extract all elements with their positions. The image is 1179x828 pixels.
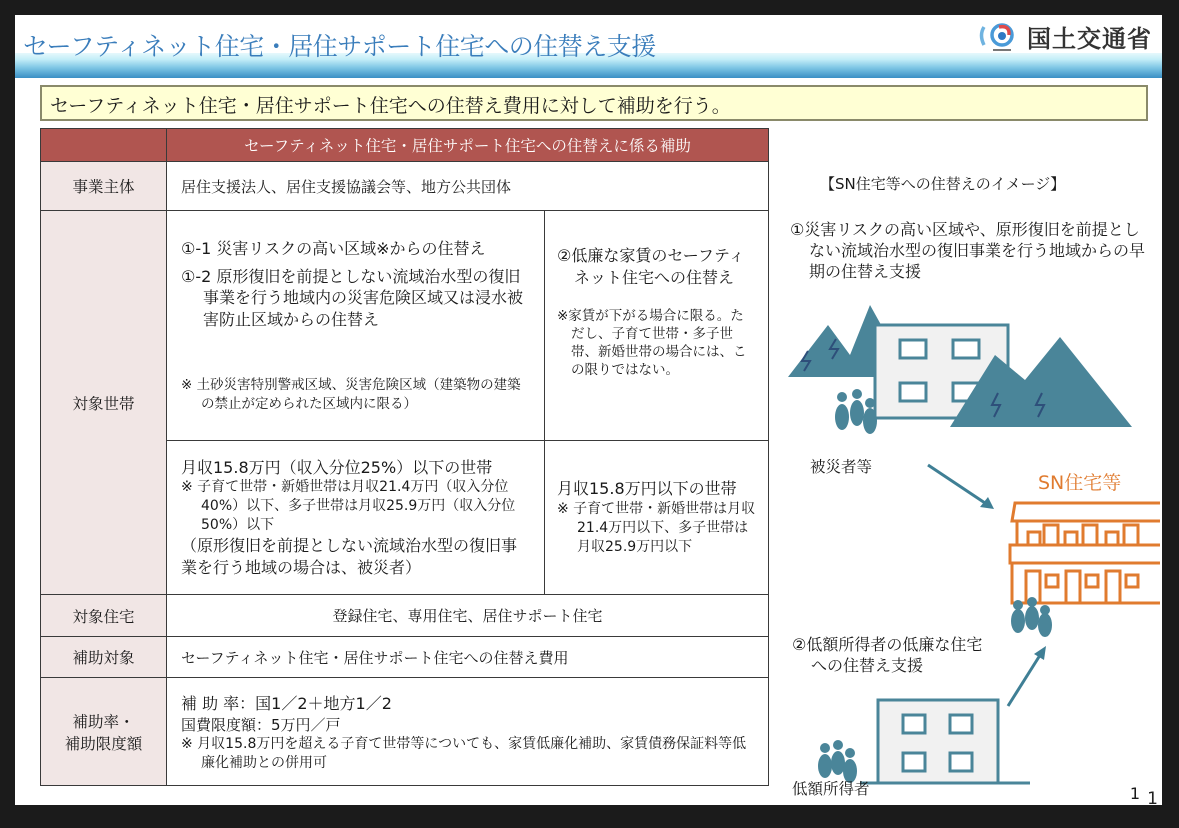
victims-label: 被災者等 bbox=[810, 458, 873, 476]
image-panel-title: 【SN住宅等への住替えのイメージ】 bbox=[820, 175, 1066, 193]
income-main: 月収15.8万円（収入分位25%）以下の世帯 bbox=[181, 457, 493, 477]
table-row-target-households-top bbox=[41, 211, 769, 441]
row-label: 対象世帯 bbox=[41, 211, 167, 595]
row-value: セーフティネット住宅・居住サポート住宅への住替え費用 bbox=[167, 637, 769, 678]
arrow-icon bbox=[928, 465, 994, 509]
table-row-subsidy-target bbox=[41, 637, 769, 678]
subsidy-limit: 国費限度額：5万円／戸 bbox=[181, 715, 341, 734]
income-main: 月収15.8万円以下の世帯 bbox=[557, 479, 737, 499]
table-row-subsidy-rate bbox=[41, 678, 769, 786]
page-number-overlay: 1 bbox=[1147, 789, 1158, 809]
caption-low-income-line1: ②低額所得者の低廉な住宅 bbox=[792, 635, 983, 654]
row-label-line2: 補助限度額 bbox=[64, 734, 143, 753]
eligibility-lowrent-cell bbox=[545, 211, 769, 441]
eligibility-disaster-cell bbox=[167, 211, 545, 441]
family-icon bbox=[835, 389, 877, 434]
item-1-1: ①-1 災害リスクの高い区域※からの住替え bbox=[181, 239, 486, 259]
caption-low-income-line2: への住替え支援 bbox=[811, 655, 924, 675]
income-note: ※ 子育て世帯・新婚世帯は月収21.4万円以下、多子世帯は月収25.9万円以下 bbox=[557, 500, 756, 555]
income-extra: （原形復旧を前提としない流域治水型の復旧事業を行う地域の場合は、被災者） bbox=[181, 536, 518, 577]
footnote: ※家賃が下がる場合に限る。ただし、子育て世帯・多子世帯、新婚世帯の場合には、この限りではない。 bbox=[557, 307, 747, 379]
image-panel bbox=[780, 165, 1160, 805]
item-2: ②低廉な家賃のセーフティネット住宅への住替え bbox=[557, 246, 745, 288]
mlit-logo-icon bbox=[977, 21, 1021, 53]
income-note: ※ 子育て世帯・新婚世帯は月収21.4万円（収入分位40%）以下、多子世帯は月収25.9万円（収入分位50%）以下 bbox=[181, 479, 516, 534]
footnote: ※ 土砂災害特別警戒区域、災害危険区域（建築物の建築の禁止が定められた区域内に限る） bbox=[181, 377, 521, 412]
table-header-title: セーフティネット住宅・居住サポート住宅への住替えに係る補助 bbox=[167, 129, 769, 162]
row-label: 対象住宅 bbox=[41, 595, 167, 637]
table-row-target-housing bbox=[41, 595, 769, 637]
page-title: セーフティネット住宅・居住サポート住宅への住替え支援 bbox=[23, 32, 656, 61]
ministry-logo bbox=[977, 19, 1152, 54]
income-limit-cell-1 bbox=[167, 441, 545, 595]
page-number: 1 bbox=[1129, 784, 1140, 803]
sn-housing-label: SN住宅等 bbox=[1038, 472, 1122, 494]
sn-housing-icon bbox=[1010, 503, 1160, 603]
row-label: 事業主体 bbox=[41, 162, 167, 211]
row-label-line1: 補助率・ bbox=[72, 712, 135, 731]
apartment-building-icon bbox=[860, 700, 1030, 783]
table-header-blank bbox=[41, 129, 167, 162]
low-income-label: 低額所得者 bbox=[792, 780, 870, 798]
subsidy-table bbox=[40, 128, 769, 786]
caption-low-income bbox=[792, 635, 982, 677]
subsidy-note: ※ 月収15.8万円を超える子育て世帯等についても、家賃低廉化補助、家賃債務保証料等低廉化補助との併用可 bbox=[181, 735, 747, 771]
caption-disaster-text: ①災害リスクの高い区域や、原形復旧を前提としない流域治水型の復旧事業を行う地域からの早期の住替え支援 bbox=[790, 220, 1146, 281]
header bbox=[15, 15, 1162, 77]
summary-box: セーフティネット住宅・居住サポート住宅への住替え費用に対して補助を行う。 bbox=[40, 85, 1148, 121]
row-value: 居住支援法人、居住支援協議会等、地方公共団体 bbox=[167, 162, 769, 211]
income-limit-cell-2 bbox=[545, 441, 769, 595]
table-header-row bbox=[41, 129, 769, 162]
slide bbox=[15, 15, 1162, 809]
row-value bbox=[167, 678, 769, 786]
row-label: 補助対象 bbox=[41, 637, 167, 678]
ministry-name: 国土交通省 bbox=[1027, 25, 1152, 53]
table-row-operator bbox=[41, 162, 769, 211]
item-1-2: ①-2 原形復旧を前提としない流域治水型の復旧事業を行う地域内の災害危険区域又は浸水被害防止区域からの住替え bbox=[181, 266, 524, 329]
subsidy-rate: 補 助 率：国1／2＋地方1／2 bbox=[181, 693, 392, 713]
row-label bbox=[41, 678, 167, 786]
arrow-icon bbox=[1008, 646, 1046, 706]
row-value: 登録住宅、専用住宅、居住サポート住宅 bbox=[167, 595, 769, 637]
